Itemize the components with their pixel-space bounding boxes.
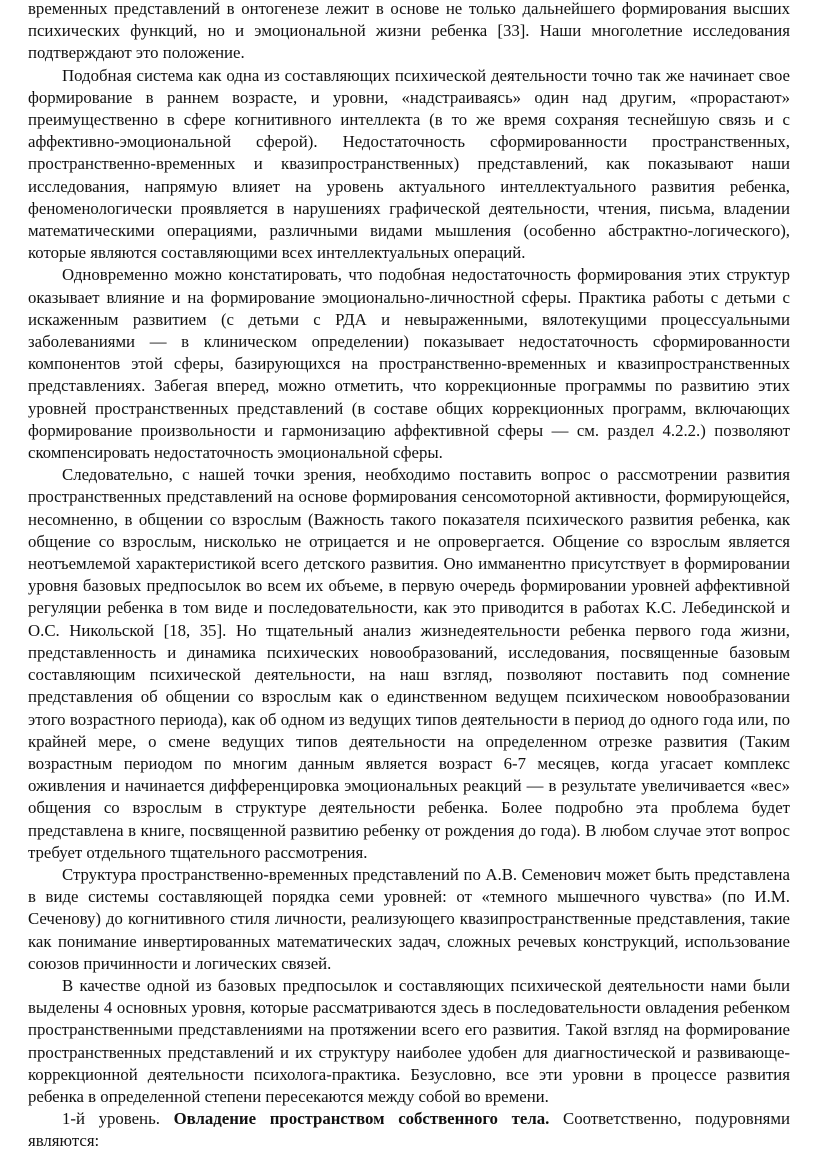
document-page: [28, 0, 790, 1153]
paragraph-3: Одновременно можно констатировать, что подобная недостаточность формирования этих структур оказывает влияние и на формирование эмоционально-личностной сферы. Практика работы с детьми с искаженным развитием (с детьми с РДА и невыраженными, вялотекущими процессуальными заболеваниями — в клиническом определении) показывает недостаточность сформированности компонентов этой сферы, базирующихся на пространственно-временных и квазипространственных представлениях. Забегая вперед, можно отметить, что коррекционные программы по развитию этих уровней пространственных представлений (в составе общих коррекционных программ, включающих формирование произвольности и гармонизацию аффективной сферы — см. раздел 4.2.2.) позволяют скомпенсировать недостаточность эмоциональной сферы.: [28, 265, 790, 463]
level-1-suffix: Соответственно, подуровнями являются:: [28, 1109, 791, 1151]
paragraph-6: В качестве одной из базовых предпосылок и составляющих психической деятельности нами были выделены 4 основных уровня, которые рассматриваются здесь в последовательности овладения ребенком пространственными представлениями на протяжении всего его развития. Такой взгляд на формирование пространственных представлений и их структуру наиболее удобен для диагностической и развивающе-коррекционной деятельности психолога-практика. Безусловно, все эти уровни в процессе развития ребенка в определенной степени пересекаются между собой во времени.: [28, 975, 790, 1106]
level-1-title: Овладение пространством собственного тела.: [173, 1109, 550, 1129]
paragraph-1: временных представлений в онтогенезе лежит в основе не только дальнейшего формирования высших психических функций, но и эмоциональной жизни ребенка [33]. Наши многолетние исследования подтверждают это положение.: [28, 0, 790, 63]
level-1-prefix: 1-й уровень.: [62, 1109, 174, 1129]
paragraph-level-1: [28, 1108, 790, 1152]
paragraph-2: Подобная система как одна из составляющих психической деятельности точно так же начинает свое формирование в раннем возрасте, и уровни, «надстраиваясь» один над другим, «прорастают» преимущественно в сфере когнитивного интеллекта (в то же время сохраняя теснейшую связь и с аффективно-эмоциональной сферой). Недостаточность сформированности пространственных, пространственно-временных и квазипространственных) представлений, как показывают наши исследования, напрямую влияет на уровень актуального интеллектуального развития ребенка, феноменологически проявляется в нарушениях графической деятельности, чтения, письма, владении математическими операциями, различными видами мышления (особенно абстрактно-логического), которые являются составляющими всех интеллектуальных операций.: [28, 65, 790, 263]
paragraph-4: Следовательно, с нашей точки зрения, необходимо поставить вопрос о рассмотрении развития пространственных представлений на основе формирования сенсомоторной активности, формирующейся, несомненно, в общении со взрослым (Важность такого показателя психического развития ребенка, как общение со взрослым, нисколько не отрицается и не опровергается. Общение со взрослым является неотъемлемой характеристикой всего детского развития. Оно имманентно присутствует в формировании уровня базовых предпосылок во всем их объеме, в первую очередь формировании уровней аффективной регуляции ребенка в том виде и последовательности, как это приводится в работах К.С. Лебединской и О.С. Никольской [18, 35]. Но тщательный анализ жизнедеятельности ребенка первого года жизни, представленность и динамика психических новообразований, исследования, посвященные базовым составляющим психической деятельности, на наш взгляд, позволяют поставить под сомнение представления об общении со взрослым как о единственном ведущем психическом новообразовании этого возрастного периода), как об одном из ведущих типов деятельности в период до одного года или, по крайней мере, о смене ведущих типов деятельности на определенном отрезке развития (Таким возрастным периодом по многим данным является возраст 6-7 месяцев, когда угасает комплекс оживления и начинается дифференцировка эмоциональных реакций — в результате увеличивается «вес» общения со взрослым в структуре деятельности ребенка. Более подробно эта проблема будет представлена в книге, посвященной развитию ребенку от рождения до года). В любом случае этот вопрос требует отдельного тщательного рассмотрения.: [28, 465, 790, 862]
paragraph-5: Структура пространственно-временных представлений по А.В. Семенович может быть представлена в виде системы составляющей порядка семи уровней: от «темного мышечного чувства» (по И.М. Сеченову) до когнитивного стиля личности, реализующего квазипространственные представления, такие как понимание инвертированных математических задач, сложных речевых конструкций, использование союзов причинности и логических связей.: [28, 864, 790, 973]
